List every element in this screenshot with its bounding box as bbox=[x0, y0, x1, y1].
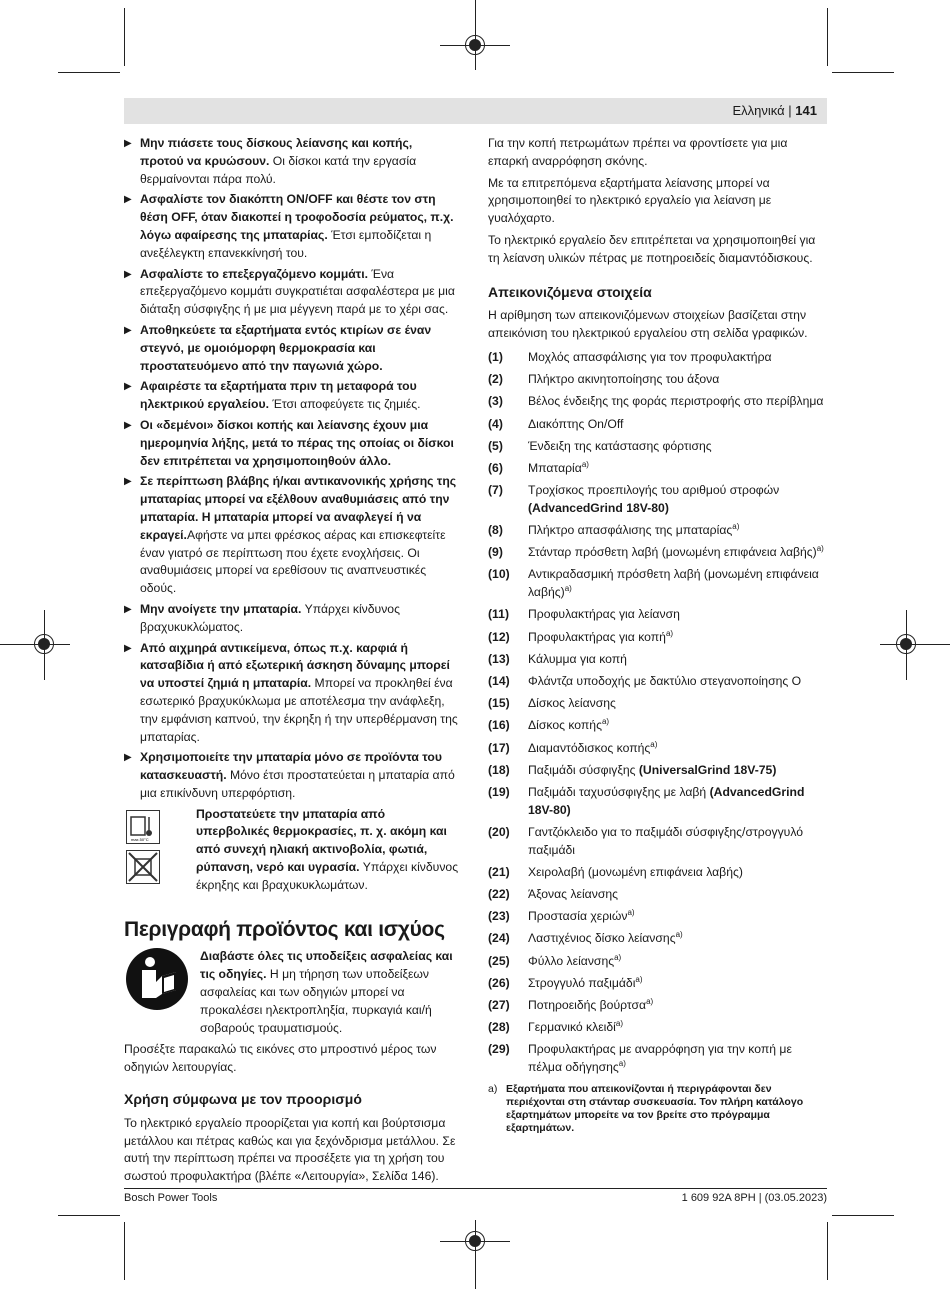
crop-mark bbox=[58, 72, 120, 73]
component-label: Πλήκτρο απασφάλισης της μπαταρίας bbox=[528, 523, 733, 538]
component-number: (3) bbox=[488, 394, 503, 409]
component-label: Στρογγυλό παξιμάδι bbox=[528, 975, 636, 990]
component-model: (AdvancedGrind 18V-80) bbox=[528, 784, 805, 817]
component-number: (7) bbox=[488, 483, 503, 498]
component-number: (24) bbox=[488, 931, 510, 946]
component-number: (27) bbox=[488, 998, 510, 1013]
read-instructions bbox=[124, 948, 459, 1037]
component-label: Βέλος ένδειξης της φοράς περιστροφής στο περίβλημα bbox=[528, 394, 824, 409]
safety-bullet bbox=[124, 266, 459, 319]
component-number: (23) bbox=[488, 909, 510, 924]
component-label: Πλήκτρο ακινητοποίησης του άξονα bbox=[528, 372, 720, 387]
component-label: Μπαταρία bbox=[528, 460, 582, 475]
component-item bbox=[488, 566, 828, 602]
footnote-text: Εξαρτήματα που απεικονίζονται ή περιγράφονται δεν περιέχονται στη στάνταρ συσκευασία. Τον πλήρη κατάλογο εξαρτημάτων μπορείτε να τον βρείτε στο πρόγραμμα εξαρτημάτων. bbox=[506, 1083, 804, 1134]
intro-paragraph: Για την κοπή πετρωμάτων πρέπει να φροντίσετε για μια επαρκή αναρρόφηση σκόνης. bbox=[488, 136, 788, 168]
bullet-bold: Ασφαλίστε τον διακόπτη ON/OFF και θέστε τον στη θέση OFF, όταν διακοπεί η τροφοδοσία ρεύματος, π.χ. λόγω αφαίρεσης της μπαταρίας. bbox=[140, 192, 454, 242]
component-item bbox=[488, 762, 828, 780]
crop-mark bbox=[827, 8, 828, 66]
safety-bullet bbox=[124, 749, 459, 802]
component-label: Τροχίσκος προεπιλογής του αριθμού στροφών bbox=[528, 483, 780, 498]
component-label: Προφυλακτήρας με αναρρόφηση για την κοπή με πέλμα οδήγησης bbox=[528, 1042, 792, 1075]
header-separator: | bbox=[788, 103, 792, 118]
warning-text: Υπάρχει κίνδυνος έκρηξης και βραχυκυκλωμάτων. bbox=[196, 860, 459, 892]
component-number: (20) bbox=[488, 824, 510, 839]
safety-bullets bbox=[124, 135, 459, 803]
component-item bbox=[488, 784, 828, 820]
page-number: 141 bbox=[795, 103, 817, 118]
bullet-bold: Αποθηκεύετε τα εξαρτήματα εντός κτιρίων σε έναν στεγνό, με ομοιόμορφη θερμοκρασία και προστατευόμενο από την παγωνιά χώρο. bbox=[140, 322, 432, 373]
footer-brand: Bosch Power Tools bbox=[124, 1192, 218, 1204]
component-item bbox=[488, 673, 828, 691]
section-title: Περιγραφή προϊόντος και ισχύος bbox=[124, 917, 445, 941]
component-label: Παξιμάδι σύσφιγξης bbox=[528, 762, 639, 777]
component-footnote-ref: a) bbox=[627, 908, 635, 918]
component-item bbox=[488, 864, 828, 882]
read-text: Η μη τήρηση των υποδείξεων ασφαλείας και των οδηγιών μπορεί να προκαλέσει ηλεκτροπληξία, πυρκαγιά και/ή σοβαρούς τραυματισμούς. bbox=[200, 967, 432, 1035]
component-number: (17) bbox=[488, 740, 510, 755]
component-label: Δίσκος λείανσης bbox=[528, 696, 616, 711]
use-title: Χρήση σύμφωνα με τον προορισμό bbox=[124, 1091, 362, 1108]
safety-bullet bbox=[124, 601, 459, 637]
safety-bullet bbox=[124, 191, 459, 262]
component-item bbox=[488, 416, 828, 434]
component-number: (21) bbox=[488, 864, 510, 879]
component-item bbox=[488, 371, 828, 389]
bullet-bold: Οι «δεμένοι» δίσκοι κοπής και λείανσης έχουν μια ημερομηνία λήξης, μετά το πέρας της οποίας οι δίσκοι δεν επιτρέπεται να χρησιμοποιηθούν άλλο. bbox=[140, 417, 454, 468]
component-item bbox=[488, 997, 828, 1015]
bullet-bold: Μην ανοίγετε την μπαταρία. bbox=[140, 601, 302, 616]
component-item bbox=[488, 544, 828, 562]
footer-divider bbox=[124, 1188, 827, 1189]
component-footnote-ref: a) bbox=[646, 996, 654, 1006]
component-number: (13) bbox=[488, 651, 510, 666]
warning-icons bbox=[126, 810, 160, 890]
component-label: Αντικραδασμική πρόσθετη λαβή (μονωμένη επιφάνεια λαβής) bbox=[528, 567, 819, 600]
battery-warning bbox=[124, 806, 459, 895]
bullet-text: Έτσι εμποδίζεται η ανεξέλεγκτη επανεκκίνησή του. bbox=[140, 227, 432, 260]
component-number: (25) bbox=[488, 953, 510, 968]
component-footnote-ref: a) bbox=[614, 952, 622, 962]
component-footnote-ref: a) bbox=[618, 1059, 626, 1069]
component-item bbox=[488, 438, 828, 456]
temperature-label: max.50°C bbox=[131, 836, 149, 842]
component-footnote-ref: a) bbox=[732, 522, 740, 532]
component-number: (12) bbox=[488, 629, 510, 644]
component-footnote-ref: a) bbox=[615, 1019, 624, 1029]
component-item bbox=[488, 606, 828, 624]
component-item bbox=[488, 1041, 828, 1077]
component-label: Φλάντζα υποδοχής με δακτύλιο στεγανοποίησης O bbox=[528, 674, 802, 688]
component-label: Λαστιχένιος δίσκο λείανσης bbox=[528, 931, 676, 946]
component-item bbox=[488, 629, 828, 647]
component-label: Φύλλο λείανσης bbox=[528, 953, 615, 968]
component-label: Στάνταρ πρόσθετη λαβή (μονωμένη επιφάνεια λαβής) bbox=[528, 545, 817, 560]
component-item bbox=[488, 695, 828, 713]
crop-mark bbox=[832, 72, 894, 73]
footer-doc-id: 1 609 92A 8PH | (03.05.2023) bbox=[681, 1192, 827, 1204]
page-header bbox=[124, 98, 827, 124]
crop-mark bbox=[58, 1215, 120, 1216]
component-label: Διαμαντόδισκος κοπής bbox=[528, 740, 651, 755]
component-number: (4) bbox=[488, 416, 503, 431]
bullet-text: Ένα επεξεργαζόμενο κομμάτι συγκρατιέται ασφαλέστερα με μια διάταξη σύσφιγξης ή με μια μέγγενη παρά με το χέρι σας. bbox=[140, 266, 455, 317]
header-text bbox=[733, 103, 818, 118]
component-model: (AdvancedGrind 18V-80) bbox=[528, 500, 669, 515]
component-label: Γαντζόκλειδο για το παξιμάδι σύσφιγξης/στρογγυλό παξιμάδι bbox=[528, 824, 804, 857]
bullet-bold: Από αιχμηρά αντικείμενα, όπως π.χ. καρφιά ή κατσαβίδια ή από εξωτερική άσκηση δύναμης μπορεί να υποστεί ζημιά η μπαταρία. bbox=[140, 640, 450, 691]
component-label: Παξιμάδι ταχυσύσφιγξης με λαβή bbox=[528, 784, 710, 799]
header-language: Ελληνικά bbox=[732, 103, 785, 118]
bullet-text: Μπορεί να προκληθεί ένα εσωτερικό βραχυκύκλωμα με αποτέλεσμα την ανάφλεξη, την εμφάνιση καπνού, την έκρηξη ή την υπερθέρμανση της μπαταρίας. bbox=[140, 676, 458, 744]
component-number: (28) bbox=[488, 1020, 510, 1035]
component-item bbox=[488, 522, 828, 540]
component-footnote-ref: a) bbox=[675, 930, 683, 940]
component-number: (15) bbox=[488, 696, 510, 711]
bullet-text: Υπάρχει κίνδυνος βραχυκυκλώματος. bbox=[140, 601, 400, 634]
component-item bbox=[488, 482, 828, 518]
read-bold: Διαβάστε όλες τις υποδείξεις ασφαλείας και τις οδηγίες. bbox=[200, 949, 453, 982]
component-number: (10) bbox=[488, 567, 510, 582]
use-text: Το ηλεκτρικό εργαλείο προορίζεται για κοπή και βούρτσισμα μετάλλου και πέτρας καθώς και για ξεχόνδρισμα μετάλλου. Σε αυτή την περίπτωση πρέπει να προσέξετε για τη χρήση του σωστού προφυλακτήρα (βλέπε «Λειτουργία», Σελίδα 146). bbox=[124, 1115, 456, 1184]
safety-bullet bbox=[124, 135, 459, 188]
component-number: (26) bbox=[488, 975, 510, 990]
component-item bbox=[488, 393, 828, 411]
component-item bbox=[488, 717, 828, 735]
intro-paragraph: Το ηλεκτρικό εργαλείο δεν επιτρέπεται να χρησιμοποιηθεί για τη λείανση υλικών πέτρας με ποτηροειδείς διαμαντόδισκους. bbox=[488, 232, 816, 265]
component-item bbox=[488, 824, 828, 860]
component-number: (2) bbox=[488, 372, 503, 387]
component-label: Προστασία χεριών bbox=[528, 909, 628, 924]
crop-mark bbox=[124, 1222, 125, 1280]
bullet-text: Οι δίσκοι κατά την εργασία θερμαίνονται πάρα πολύ. bbox=[140, 153, 417, 186]
component-number: (1) bbox=[488, 349, 503, 364]
registration-mark-icon bbox=[34, 634, 54, 654]
component-item bbox=[488, 930, 828, 948]
component-number: (18) bbox=[488, 762, 510, 777]
footnote-mark: a) bbox=[488, 1083, 498, 1095]
component-item bbox=[488, 1019, 828, 1037]
component-item bbox=[488, 651, 828, 669]
component-number: (14) bbox=[488, 674, 510, 688]
safety-bullet bbox=[124, 322, 459, 375]
component-number: (16) bbox=[488, 718, 510, 733]
component-label: Μοχλός απασφάλισης για τον προφυλακτήρα bbox=[528, 349, 772, 364]
component-number: (8) bbox=[488, 523, 503, 538]
component-number: (29) bbox=[488, 1042, 510, 1057]
component-footnote-ref: a) bbox=[564, 584, 572, 594]
right-column bbox=[488, 135, 828, 1135]
warning-bold: Προστατεύετε την μπαταρία από υπερβολικές θερμοκρασίες, π. χ. ακόμη και από συνεχή ηλιακή ακτινοβολία, φωτιά, ρύπανση, νερό και υγρασία. bbox=[196, 806, 447, 875]
component-number: (11) bbox=[488, 607, 510, 622]
component-number: (9) bbox=[488, 545, 503, 560]
read-manual-icon bbox=[126, 948, 188, 1010]
component-label: Άξονας λείανσης bbox=[528, 887, 618, 902]
component-label: Γερμανικό κλειδί bbox=[528, 1020, 616, 1035]
component-footnote-ref: a) bbox=[816, 544, 824, 554]
component-footnote-ref: a) bbox=[581, 459, 589, 469]
component-item bbox=[488, 975, 828, 993]
component-number: (5) bbox=[488, 438, 503, 453]
component-label: Διακόπτης On/Off bbox=[528, 416, 624, 431]
safety-bullet bbox=[124, 640, 459, 747]
temperature-icon bbox=[126, 810, 160, 844]
bullet-bold: Αφαιρέστε τα εξαρτήματα πριν τη μεταφορά του ηλεκτρικού εργαλείου. bbox=[140, 379, 417, 412]
component-label: Χειρολαβή (μονωμένη επιφάνεια λαβής) bbox=[528, 864, 743, 879]
component-number: (6) bbox=[488, 460, 503, 475]
crop-mark bbox=[827, 1222, 828, 1280]
registration-mark-icon bbox=[465, 1231, 485, 1251]
component-footnote-ref: a) bbox=[665, 628, 674, 638]
crop-mark bbox=[832, 1215, 894, 1216]
component-label: Προφυλακτήρας για κοπή bbox=[528, 629, 666, 644]
bullet-text: Μόνο έτσι προστατεύεται η μπαταρία από μια επικίνδυνη υπερφόρτιση. bbox=[140, 768, 455, 800]
component-item bbox=[488, 349, 828, 367]
component-number: (19) bbox=[488, 784, 510, 799]
component-item bbox=[488, 953, 828, 971]
component-label: Ποτηροειδής βούρτσα bbox=[528, 998, 647, 1013]
no-water-icon bbox=[126, 850, 160, 884]
component-number: (22) bbox=[488, 887, 510, 902]
component-footnote-ref: a) bbox=[601, 717, 610, 727]
components-title: Απεικονιζόμενα στοιχεία bbox=[488, 283, 652, 300]
component-label: Προφυλακτήρας για λείανση bbox=[528, 607, 680, 622]
components-intro: Η αρίθμηση των απεικονιζόμενων στοιχείων βασίζεται στην απεικόνιση του ηλεκτρικού εργαλείου στη σελίδα γραφικών. bbox=[488, 308, 808, 341]
components-list bbox=[488, 349, 828, 1077]
component-label: Κάλυμμα για κοπή bbox=[528, 651, 627, 666]
bullet-bold: Μην πιάσετε τους δίσκους λείανσης και κοπής, προτού να κρυώσουν. bbox=[140, 136, 413, 168]
footnote bbox=[488, 1083, 828, 1135]
component-label: Δίσκος κοπής bbox=[528, 718, 602, 733]
bullet-bold: Σε περίπτωση βλάβης ή/και αντικανονικής χρήσης της μπαταρίας μπορεί να εξέλθουν αναθυμιάσεις από την μπαταρία. Η μπαταρία μπορεί να αναφλεγεί ή να εκραγεί. bbox=[140, 474, 457, 542]
registration-mark-icon bbox=[465, 35, 485, 55]
component-item bbox=[488, 740, 828, 758]
safety-bullet bbox=[124, 473, 459, 598]
component-footnote-ref: a) bbox=[635, 974, 643, 984]
note-text: Προσέξτε παρακαλώ τις εικόνες στο μπροστινό μέρος των οδηγιών λειτουργίας. bbox=[124, 1042, 437, 1075]
bullet-text: Αφήστε να μπει φρέσκος αέρας και επισκεφτείτε έναν γιατρό σε περίπτωση που έχετε ενοχλήσεις. Οι αναθυμιάσεις μπορεί να ερεθίσουν τις αναπνευστικές οδούς. bbox=[140, 527, 446, 596]
component-model: (UniversalGrind 18V-75) bbox=[638, 762, 777, 777]
bullet-bold: Χρησιμοποιείτε την μπαταρία μόνο σε προϊόντα του κατασκευαστή. bbox=[140, 750, 442, 783]
bullet-bold: Ασφαλίστε το επεξεργαζόμενο κομμάτι. bbox=[140, 266, 368, 281]
component-footnote-ref: a) bbox=[650, 739, 658, 749]
bullet-text: Έτσι αποφεύγετε τις ζημιές. bbox=[268, 397, 421, 412]
component-item bbox=[488, 908, 828, 926]
registration-mark-icon bbox=[896, 634, 916, 654]
component-label: Ένδειξη της κατάστασης φόρτισης bbox=[528, 438, 712, 453]
component-item bbox=[488, 886, 828, 904]
intro-paragraph: Με τα επιτρεπόμενα εξαρτήματα λείανσης μπορεί να χρησιμοποιηθεί το ηλεκτρικό εργαλείο για λείανση με γυαλόχαρτο. bbox=[488, 175, 772, 226]
component-item bbox=[488, 460, 828, 478]
safety-bullet bbox=[124, 417, 459, 470]
safety-bullet bbox=[124, 378, 459, 414]
left-column bbox=[124, 135, 459, 1190]
crop-mark bbox=[124, 8, 125, 66]
